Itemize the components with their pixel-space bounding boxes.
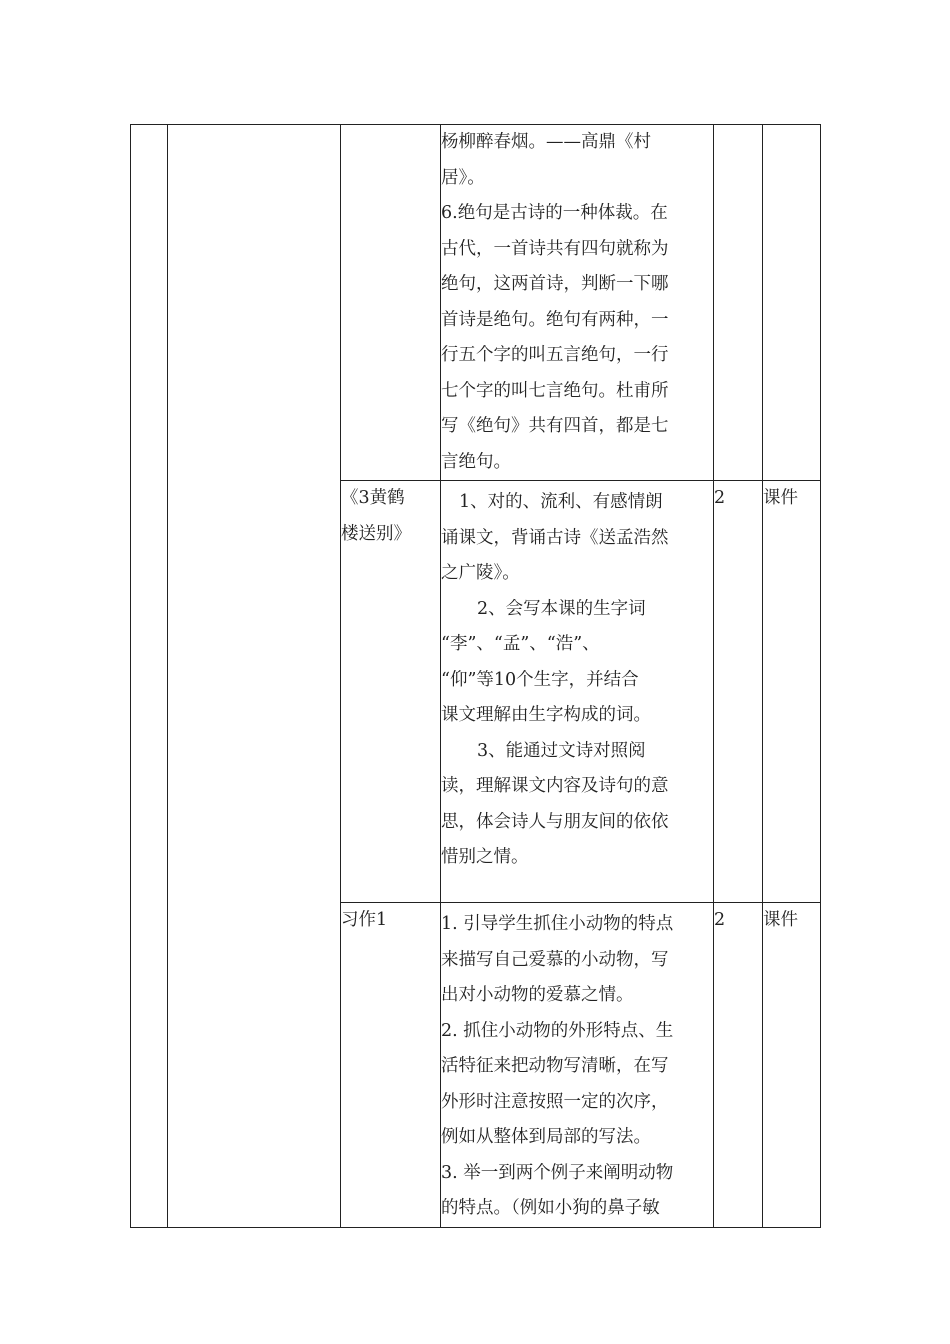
- goal-line: 绝句，这两首诗，判断一下哪: [441, 274, 669, 294]
- goal-line: 的特点。（例如小狗的鼻子敏: [441, 1198, 660, 1218]
- lesson-title-cell: [341, 481, 441, 903]
- goal-line: 七个字的叫七言绝句。杜甫所: [441, 380, 669, 401]
- lesson-plan-table: [130, 124, 821, 1228]
- goal-line: “李”、“孟”、“浩”、: [441, 634, 600, 654]
- goal-line: 来描写自己爱慕的小动物，写: [441, 949, 669, 970]
- lesson-title-cell: [341, 903, 441, 1228]
- resource-cell: [763, 125, 821, 481]
- lesson-title-line: 楼送别》: [341, 523, 411, 544]
- goal-line: 读，理解课文内容及诗句的意: [441, 776, 669, 796]
- lesson-goals-cell: [441, 481, 714, 903]
- goal-line: “仰”等10个生字，并结合: [441, 669, 639, 690]
- lesson-title-line: 习作1: [341, 910, 388, 930]
- unit-cell: [131, 125, 168, 1228]
- goal-line: 之广陵》。: [441, 563, 520, 583]
- hours-cell: [714, 125, 763, 481]
- goal-line: 居》。: [441, 167, 485, 188]
- goal-line: 2、会写本课的生字词: [477, 598, 646, 619]
- goal-line: 言绝句。: [441, 451, 511, 472]
- goal-line: 3. 举一到两个例子来阐明动物: [441, 1162, 674, 1183]
- unit-topic-cell: [168, 125, 341, 1228]
- goal-line: 课文理解由生字构成的词。: [441, 705, 651, 725]
- goal-line: 例如从整体到局部的写法。: [441, 1127, 651, 1147]
- goal-line: 诵课文，背诵古诗《送孟浩然: [441, 527, 669, 548]
- lesson-title-cell: [341, 125, 441, 481]
- resource-cell: 课件: [763, 903, 821, 1228]
- goal-line: 杨柳醉春烟。——高鼎《村: [441, 132, 651, 152]
- goal-line: 2. 抓住小动物的外形特点、生: [441, 1020, 674, 1041]
- goal-line: 1. 引导学生抓住小动物的特点: [441, 914, 674, 934]
- goal-line: 1、对的、流利、有感情朗: [459, 492, 663, 512]
- goal-line: 出对小动物的爱慕之情。: [441, 985, 634, 1005]
- lesson-title-line: 《3黄鹤: [341, 488, 405, 508]
- goal-line: 思，体会诗人与朋友间的依依: [441, 811, 669, 832]
- goal-line: 活特征来把动物写清晰，在写: [441, 1056, 669, 1076]
- goal-line: 行五个字的叫五言绝句，一行: [441, 345, 669, 365]
- goal-line: 写《绝句》共有四首，都是七: [441, 416, 669, 436]
- lesson-goals-cell: [441, 903, 714, 1228]
- lesson-goals-cell: [441, 125, 714, 481]
- goal-line: 首诗是绝句。绝句有两种，一: [441, 309, 669, 330]
- goal-line: 惜别之情。: [441, 847, 529, 867]
- hours-cell: 2: [714, 903, 763, 1228]
- goal-line: 6.绝句是古诗的一种体裁。在: [441, 203, 668, 223]
- goal-line: 古代，一首诗共有四句就称为: [441, 238, 669, 259]
- goal-line: 外形时注意按照一定的次序，: [441, 1091, 669, 1112]
- resource-cell: 课件: [763, 481, 821, 903]
- goal-line: 3、能通过文诗对照阅: [477, 740, 646, 761]
- table-row: [131, 125, 821, 481]
- hours-cell: 2: [714, 481, 763, 903]
